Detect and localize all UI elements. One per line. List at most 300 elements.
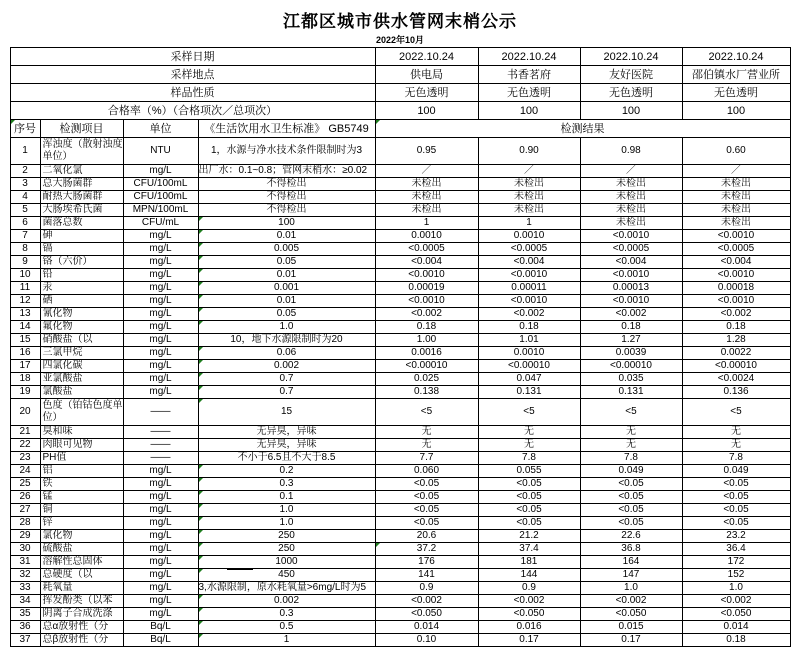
row-number: 8 xyxy=(10,243,40,256)
item-name: 三氯甲烷 xyxy=(40,347,123,360)
result-value: 0.131 xyxy=(580,386,682,399)
result-value: 0.60 xyxy=(682,138,790,165)
row-number: 25 xyxy=(10,478,40,491)
result-value: <0.002 xyxy=(478,308,580,321)
result-value: 0.049 xyxy=(580,465,682,478)
result-value: 未检出 xyxy=(580,217,682,230)
result-value: 0.136 xyxy=(682,386,790,399)
unit: CFU/100mL xyxy=(123,178,198,191)
unit: mg/L xyxy=(123,334,198,347)
table-row xyxy=(10,295,790,308)
table-row xyxy=(10,530,790,543)
item-name: 大肠埃希氏菌 xyxy=(40,204,123,217)
standard-value: 15 xyxy=(198,399,375,426)
row-number: 10 xyxy=(10,269,40,282)
result-value: 未检出 xyxy=(580,191,682,204)
page-subtitle: 2022年10月 xyxy=(375,35,425,45)
standard-value: 100 xyxy=(198,217,375,230)
result-value: 0.17 xyxy=(580,634,682,647)
standard-value: 1.0 xyxy=(198,321,375,334)
table-row xyxy=(10,178,790,191)
row-number: 37 xyxy=(10,634,40,647)
result-value: 7.8 xyxy=(478,452,580,465)
result-value: <0.0005 xyxy=(375,243,478,256)
row-number: 17 xyxy=(10,360,40,373)
unit: mg/L xyxy=(123,321,198,334)
standard-value: 1.0 xyxy=(198,504,375,517)
table-row xyxy=(10,243,790,256)
item-name: 硝酸盐（以 xyxy=(40,334,123,347)
pass-rate-label: 合格率（%）（合格项次／总项次） xyxy=(10,102,375,120)
table-row xyxy=(10,373,790,386)
pass-rate-row xyxy=(10,102,790,120)
result-value: <0.05 xyxy=(478,491,580,504)
col-header-result: 检测结果 xyxy=(375,120,790,138)
result-value: <0.0010 xyxy=(682,269,790,282)
table-row xyxy=(10,230,790,243)
result-value: <0.050 xyxy=(478,608,580,621)
result-value: 141 xyxy=(375,569,478,582)
result-value: 0.035 xyxy=(580,373,682,386)
result-value: <0.004 xyxy=(375,256,478,269)
result-value: 无 xyxy=(375,439,478,452)
result-value: 0.18 xyxy=(478,321,580,334)
unit: mg/L xyxy=(123,595,198,608)
result-value: ／ xyxy=(375,165,478,178)
unit: Bq/L xyxy=(123,621,198,634)
item-name: 浑浊度（散射浊度单位） xyxy=(40,138,123,165)
result-value: 0.060 xyxy=(375,465,478,478)
unit: mg/L xyxy=(123,530,198,543)
sample-site: 邵伯镇水厂营业所 xyxy=(682,66,790,84)
result-value: <0.05 xyxy=(682,517,790,530)
result-value: 172 xyxy=(682,556,790,569)
item-name: 氰化物 xyxy=(40,308,123,321)
result-value: 0.0022 xyxy=(682,347,790,360)
item-name: 氟化物 xyxy=(40,321,123,334)
row-number: 33 xyxy=(10,582,40,595)
sample-nature: 无色透明 xyxy=(682,84,790,102)
row-number: 20 xyxy=(10,399,40,426)
result-value: 0.90 xyxy=(478,138,580,165)
unit: mg/L xyxy=(123,360,198,373)
row-number: 22 xyxy=(10,439,40,452)
table-row xyxy=(10,282,790,295)
standard-value: 3,水源限制，原水耗氧量>6mg/L时为5 xyxy=(198,582,375,595)
result-value: 未检出 xyxy=(682,217,790,230)
result-value: 0.18 xyxy=(375,321,478,334)
row-number: 14 xyxy=(10,321,40,334)
result-value: 0.18 xyxy=(682,321,790,334)
unit: —— xyxy=(123,426,198,439)
sample-date: 2022.10.24 xyxy=(682,48,790,66)
standard-value: 1 xyxy=(198,634,375,647)
result-value: <0.0005 xyxy=(580,243,682,256)
col-header-standard: 《生活饮用水卫生标准》 GB5749 xyxy=(198,120,375,138)
result-value: 147 xyxy=(580,569,682,582)
standard-value: 1.0 xyxy=(198,517,375,530)
result-value: 176 xyxy=(375,556,478,569)
unit: mg/L xyxy=(123,308,198,321)
result-value: <0.0010 xyxy=(478,269,580,282)
standard-value: 10，地下水源限制时为20 xyxy=(198,334,375,347)
result-value: 144 xyxy=(478,569,580,582)
table-row xyxy=(10,386,790,399)
unit: —— xyxy=(123,452,198,465)
unit: mg/L xyxy=(123,347,198,360)
item-name: 铜 xyxy=(40,504,123,517)
table-row xyxy=(10,634,790,647)
row-number: 4 xyxy=(10,191,40,204)
result-value: 0.0010 xyxy=(375,230,478,243)
row-number: 23 xyxy=(10,452,40,465)
item-name: 溶解性总固体 xyxy=(40,556,123,569)
result-value: 0.00013 xyxy=(580,282,682,295)
row-number: 13 xyxy=(10,308,40,321)
result-value: 1.00 xyxy=(375,334,478,347)
result-value: 181 xyxy=(478,556,580,569)
result-value: 0.00019 xyxy=(375,282,478,295)
result-value: 0.0010 xyxy=(478,230,580,243)
table-row xyxy=(10,138,790,165)
row-number: 34 xyxy=(10,595,40,608)
row-number: 11 xyxy=(10,282,40,295)
result-value: 20.6 xyxy=(375,530,478,543)
result-value: <0.004 xyxy=(580,256,682,269)
result-value: 0.014 xyxy=(682,621,790,634)
standard-value: 1000 xyxy=(198,556,375,569)
result-value: <0.05 xyxy=(580,478,682,491)
result-value: 1.01 xyxy=(478,334,580,347)
result-value: 7.8 xyxy=(682,452,790,465)
pass-rate: 100 xyxy=(682,102,790,120)
item-name: 铅 xyxy=(40,269,123,282)
result-value: <0.05 xyxy=(580,504,682,517)
item-name: 四氯化碳 xyxy=(40,360,123,373)
pass-rate: 100 xyxy=(580,102,682,120)
result-value: 0.18 xyxy=(682,634,790,647)
unit: mg/L xyxy=(123,465,198,478)
result-value: <0.00010 xyxy=(375,360,478,373)
unit: CFU/100mL xyxy=(123,191,198,204)
standard-value: 0.05 xyxy=(198,308,375,321)
table-row xyxy=(10,595,790,608)
unit: mg/L xyxy=(123,478,198,491)
item-name: 锰 xyxy=(40,491,123,504)
unit: mg/L xyxy=(123,517,198,530)
result-value: <0.0010 xyxy=(375,295,478,308)
result-value: 21.2 xyxy=(478,530,580,543)
item-name: 阴离子合成洗涤 xyxy=(40,608,123,621)
result-value: 22.6 xyxy=(580,530,682,543)
result-value: 1.0 xyxy=(682,582,790,595)
result-value: 7.8 xyxy=(580,452,682,465)
result-value: <0.050 xyxy=(682,608,790,621)
table-row xyxy=(10,582,790,595)
unit: mg/L xyxy=(123,556,198,569)
standard-value: 出厂水：0.1~0.8；管网末梢水：≥0.02 xyxy=(198,165,375,178)
col-header-unit: 单位 xyxy=(123,120,198,138)
result-value: <0.00010 xyxy=(478,360,580,373)
unit: MPN/100mL xyxy=(123,204,198,217)
result-value: 未检出 xyxy=(478,178,580,191)
item-name: 铝 xyxy=(40,465,123,478)
result-value: <5 xyxy=(375,399,478,426)
item-name: 镉 xyxy=(40,243,123,256)
table-row xyxy=(10,334,790,347)
result-value: <0.0010 xyxy=(580,269,682,282)
standard-value: 250 xyxy=(198,543,375,556)
result-value: 未检出 xyxy=(682,178,790,191)
standard-value: 0.06 xyxy=(198,347,375,360)
result-value: 无 xyxy=(580,439,682,452)
standard-value: 250 xyxy=(198,530,375,543)
standard-value: 0.2 xyxy=(198,465,375,478)
unit: mg/L xyxy=(123,165,198,178)
result-value: <0.0010 xyxy=(580,230,682,243)
unit: CFU/mL xyxy=(123,217,198,230)
result-value: <0.004 xyxy=(682,256,790,269)
unit: mg/L xyxy=(123,243,198,256)
row-number: 18 xyxy=(10,373,40,386)
table-row xyxy=(10,504,790,517)
unit: mg/L xyxy=(123,543,198,556)
result-value: <0.0024 xyxy=(682,373,790,386)
result-value: 1.28 xyxy=(682,334,790,347)
result-value: 未检出 xyxy=(478,191,580,204)
result-value: <0.05 xyxy=(375,478,478,491)
item-name: 总α放射性（分 xyxy=(40,621,123,634)
standard-value: 0.001 xyxy=(198,282,375,295)
unit: —— xyxy=(123,399,198,426)
standard-value: 不得检出 xyxy=(198,191,375,204)
result-value: 未检出 xyxy=(682,191,790,204)
row-number: 12 xyxy=(10,295,40,308)
standard-value: 不得检出 xyxy=(198,204,375,217)
table-row xyxy=(10,360,790,373)
result-value: <0.002 xyxy=(580,308,682,321)
result-value: 无 xyxy=(580,426,682,439)
result-value: 未检出 xyxy=(375,178,478,191)
sample-site-label: 采样地点 xyxy=(10,66,375,84)
item-name: 色度（铂钴色度单位） xyxy=(40,399,123,426)
table-row xyxy=(10,608,790,621)
table-row xyxy=(10,347,790,360)
item-name: 二氧化氯 xyxy=(40,165,123,178)
result-value: 7.7 xyxy=(375,452,478,465)
standard-value: 0.7 xyxy=(198,373,375,386)
result-value: <0.0005 xyxy=(478,243,580,256)
item-name: 总大肠菌群 xyxy=(40,178,123,191)
table-row xyxy=(10,191,790,204)
result-value: 37.4 xyxy=(478,543,580,556)
sample-date: 2022.10.24 xyxy=(478,48,580,66)
table-row xyxy=(10,465,790,478)
table-row xyxy=(10,308,790,321)
standard-value: 0.3 xyxy=(198,608,375,621)
result-value: 36.4 xyxy=(682,543,790,556)
table-row xyxy=(10,491,790,504)
result-value: <0.05 xyxy=(682,491,790,504)
table-row xyxy=(10,452,790,465)
result-value: 0.047 xyxy=(478,373,580,386)
row-number: 16 xyxy=(10,347,40,360)
table-row xyxy=(10,439,790,452)
sample-nature: 无色透明 xyxy=(478,84,580,102)
row-number: 19 xyxy=(10,386,40,399)
result-value: <0.05 xyxy=(478,504,580,517)
result-value: 0.17 xyxy=(478,634,580,647)
sample-nature: 无色透明 xyxy=(375,84,478,102)
table-row xyxy=(10,426,790,439)
table-row xyxy=(10,621,790,634)
result-value: 0.98 xyxy=(580,138,682,165)
item-name: 总硬度（以 xyxy=(40,569,123,582)
standard-value: 450 xyxy=(198,569,375,582)
unit: mg/L xyxy=(123,282,198,295)
result-value: <0.002 xyxy=(375,595,478,608)
row-number: 35 xyxy=(10,608,40,621)
item-name: 锌 xyxy=(40,517,123,530)
standard-value: 0.1 xyxy=(198,491,375,504)
row-number: 27 xyxy=(10,504,40,517)
result-value: <0.00010 xyxy=(682,360,790,373)
result-value: <0.05 xyxy=(478,517,580,530)
row-number: 2 xyxy=(10,165,40,178)
item-name: 铁 xyxy=(40,478,123,491)
result-value: 0.015 xyxy=(580,621,682,634)
sample-date-label: 采样日期 xyxy=(10,48,375,66)
result-value: 未检出 xyxy=(580,178,682,191)
item-name: PH值 xyxy=(40,452,123,465)
row-number: 32 xyxy=(10,569,40,582)
result-value: 0.025 xyxy=(375,373,478,386)
row-number: 31 xyxy=(10,556,40,569)
standard-value: 0.002 xyxy=(198,360,375,373)
item-name: 臭和味 xyxy=(40,426,123,439)
result-value: <0.05 xyxy=(682,478,790,491)
result-value: 未检出 xyxy=(478,204,580,217)
item-name: 耐热大肠菌群 xyxy=(40,191,123,204)
result-value: 0.055 xyxy=(478,465,580,478)
row-number: 5 xyxy=(10,204,40,217)
result-value: ／ xyxy=(580,165,682,178)
result-value: 1 xyxy=(478,217,580,230)
result-value: 0.131 xyxy=(478,386,580,399)
item-name: 肉眼可见物 xyxy=(40,439,123,452)
result-value: 0.95 xyxy=(375,138,478,165)
sample-date: 2022.10.24 xyxy=(580,48,682,66)
result-value: 0.0016 xyxy=(375,347,478,360)
table-row xyxy=(10,399,790,426)
sample-site-row xyxy=(10,66,790,84)
result-value: 0.9 xyxy=(375,582,478,595)
result-value: 无 xyxy=(478,426,580,439)
item-name: 氯酸盐 xyxy=(40,386,123,399)
table-row xyxy=(10,517,790,530)
result-value: 0.9 xyxy=(478,582,580,595)
page-title: 江都区城市供水管网末梢公示 xyxy=(283,12,517,31)
standard-value: 不得检出 xyxy=(198,178,375,191)
standard-value: 0.002 xyxy=(198,595,375,608)
result-value: <0.05 xyxy=(580,517,682,530)
sample-site: 书香茗府 xyxy=(478,66,580,84)
row-number: 29 xyxy=(10,530,40,543)
result-value: <0.002 xyxy=(682,595,790,608)
sample-nature: 无色透明 xyxy=(580,84,682,102)
table-row xyxy=(10,569,790,582)
row-number: 15 xyxy=(10,334,40,347)
table-row xyxy=(10,556,790,569)
result-value: 0.00018 xyxy=(682,282,790,295)
result-value: 0.138 xyxy=(375,386,478,399)
unit: mg/L xyxy=(123,608,198,621)
table-row xyxy=(10,543,790,556)
result-value: ／ xyxy=(682,165,790,178)
unit: mg/L xyxy=(123,386,198,399)
result-value: <0.002 xyxy=(375,308,478,321)
row-number: 26 xyxy=(10,491,40,504)
unit: mg/L xyxy=(123,230,198,243)
table-row xyxy=(10,165,790,178)
row-number: 36 xyxy=(10,621,40,634)
col-header-item: 检测项目 xyxy=(40,120,123,138)
row-number: 30 xyxy=(10,543,40,556)
result-value: <0.0010 xyxy=(682,230,790,243)
result-value: <0.004 xyxy=(478,256,580,269)
result-value: 0.18 xyxy=(580,321,682,334)
unit: mg/L xyxy=(123,569,198,582)
sample-nature-label: 样品性质 xyxy=(10,84,375,102)
result-value: <0.050 xyxy=(580,608,682,621)
item-name: 汞 xyxy=(40,282,123,295)
sample-date: 2022.10.24 xyxy=(375,48,478,66)
table-row xyxy=(10,269,790,282)
table-row xyxy=(10,478,790,491)
result-value: <0.00010 xyxy=(580,360,682,373)
result-value: <0.0005 xyxy=(682,243,790,256)
unit: —— xyxy=(123,439,198,452)
row-number: 6 xyxy=(10,217,40,230)
result-value: 0.0010 xyxy=(478,347,580,360)
unit: Bq/L xyxy=(123,634,198,647)
result-value: 0.016 xyxy=(478,621,580,634)
unit: mg/L xyxy=(123,491,198,504)
standard-value: 0.05 xyxy=(198,256,375,269)
result-value: 0.0039 xyxy=(580,347,682,360)
row-number: 28 xyxy=(10,517,40,530)
item-name: 亚氯酸盐 xyxy=(40,373,123,386)
result-value: 0.049 xyxy=(682,465,790,478)
standard-value: 1，水源与净水技术条件限制时为3 xyxy=(198,138,375,165)
result-value: 37.2 xyxy=(375,543,478,556)
unit: mg/L xyxy=(123,504,198,517)
item-name: 铬（六价） xyxy=(40,256,123,269)
result-value: <0.002 xyxy=(580,595,682,608)
result-value: 23.2 xyxy=(682,530,790,543)
standard-value: 0.3 xyxy=(198,478,375,491)
unit: mg/L xyxy=(123,256,198,269)
result-value: ／ xyxy=(478,165,580,178)
standard-value: 无异臭，异味 xyxy=(198,439,375,452)
item-name: 挥发酚类（以苯 xyxy=(40,595,123,608)
result-value: <0.05 xyxy=(682,504,790,517)
result-value: 1.0 xyxy=(580,582,682,595)
sample-nature-row xyxy=(10,84,790,102)
item-name: 硫酸盐 xyxy=(40,543,123,556)
result-value: <0.050 xyxy=(375,608,478,621)
result-value: 未检出 xyxy=(375,204,478,217)
